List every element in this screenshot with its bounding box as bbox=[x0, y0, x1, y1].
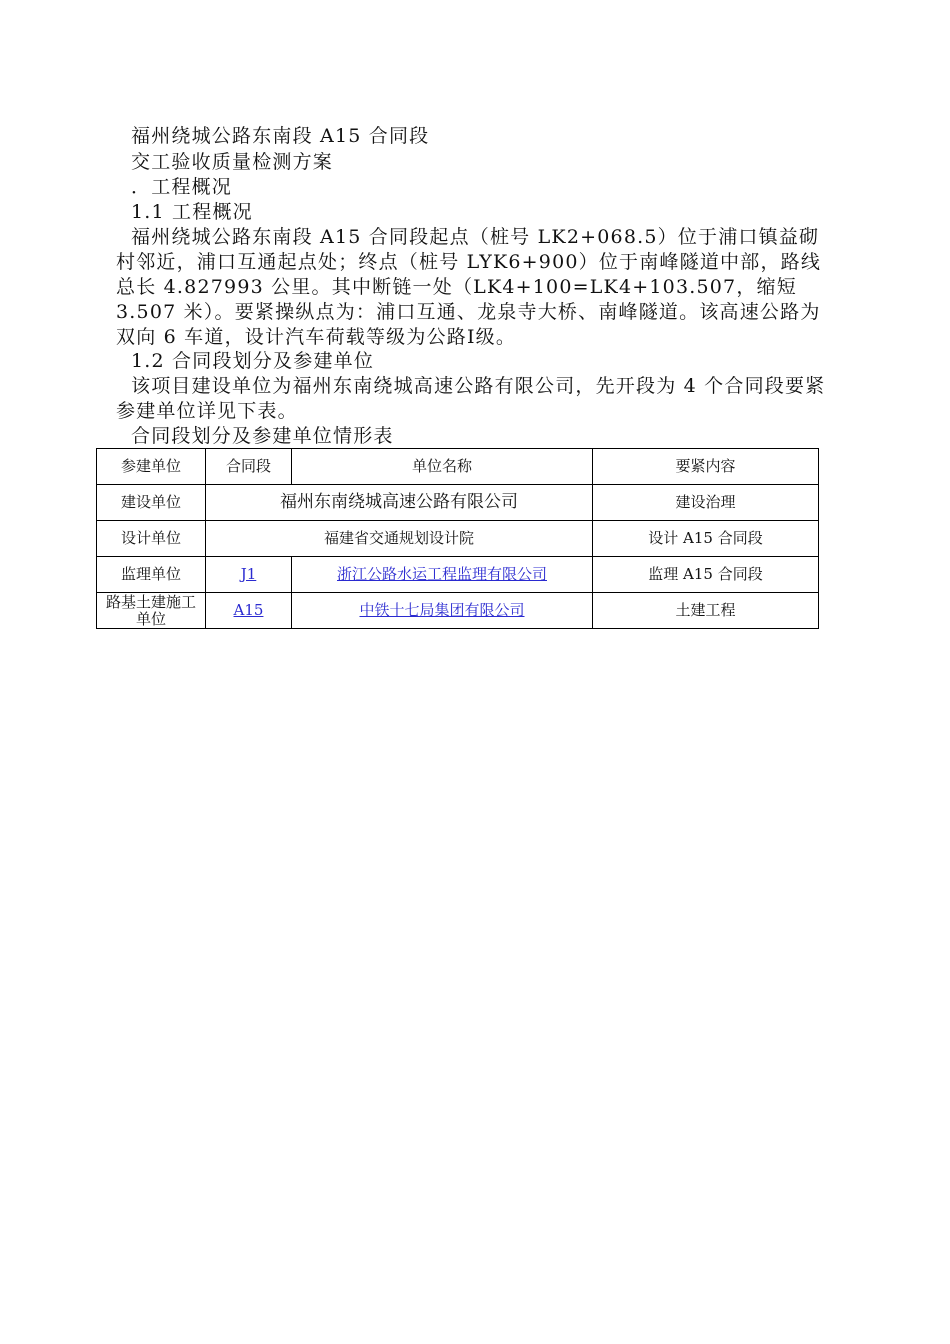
unit-name-link[interactable]: 浙江公路水运工程监理有限公司 bbox=[336, 565, 547, 583]
units-paragraph: 该项目建设单位为福州东南绕城高速公路有限公司，先开段为 4 个合同段要紧参建单位详见下表。 bbox=[116, 375, 826, 422]
section-link[interactable]: A15 bbox=[233, 601, 264, 619]
unit-name-link[interactable]: 中铁十七局集团有限公司 bbox=[359, 601, 525, 619]
row-role: 路基土建施工单位 bbox=[97, 593, 206, 629]
table-row bbox=[97, 485, 819, 521]
row-unit-name-cell bbox=[292, 593, 593, 629]
header-role: 参建单位 bbox=[97, 449, 206, 485]
section-heading-1-1: 1.1 工程概况 bbox=[131, 201, 253, 223]
section-heading-1-2: 1.2 合同段划分及参建单位 bbox=[131, 350, 375, 372]
row-content: 土建工程 bbox=[593, 593, 819, 629]
document-subtitle: 交工验收质量检测方案 bbox=[131, 151, 334, 173]
row-content: 监理 A15 合同段 bbox=[593, 557, 819, 593]
document-title: 福州绕城公路东南段 A15 合同段 bbox=[131, 125, 430, 147]
row-section-cell bbox=[206, 593, 292, 629]
row-unit-name-cell bbox=[292, 557, 593, 593]
header-content: 要紧内容 bbox=[593, 449, 819, 485]
units-table bbox=[96, 448, 819, 629]
table-row bbox=[97, 557, 819, 593]
table-row bbox=[97, 521, 819, 557]
table-row bbox=[97, 593, 819, 629]
section-heading-1: ．工程概况 bbox=[131, 176, 233, 198]
header-section: 合同段 bbox=[206, 449, 292, 485]
row-unit-name: 福建省交通规划设计院 bbox=[206, 521, 593, 557]
row-section-cell bbox=[206, 557, 292, 593]
header-unit-name: 单位名称 bbox=[292, 449, 593, 485]
row-content: 设计 A15 合同段 bbox=[593, 521, 819, 557]
table-header-row bbox=[97, 449, 819, 485]
row-role: 监理单位 bbox=[97, 557, 206, 593]
section-link[interactable]: J1 bbox=[240, 565, 257, 583]
overview-paragraph: 福州绕城公路东南段 A15 合同段起点（桩号 LK2+068.5）位于浦口镇益砌村邻近，浦口互通起点处；终点（桩号 LYK6+900）位于南峰隧道中部，路线总长 4.827993 公里。其中断链一处（LK4+100=LK4+103.507，缩短 3.507 米）。要紧操纵点为：浦口互通、龙泉寺大桥、南峰隧道。该高速公路为双向 6 车道，设计汽车荷载等级为公路Ⅰ级。 bbox=[116, 226, 822, 348]
row-content: 建设治理 bbox=[593, 485, 819, 521]
row-role: 建设单位 bbox=[97, 485, 206, 521]
table-caption: 合同段划分及参建单位情形表 bbox=[131, 425, 394, 447]
row-unit-name: 福州东南绕城高速公路有限公司 bbox=[206, 485, 593, 521]
row-role: 设计单位 bbox=[97, 521, 206, 557]
